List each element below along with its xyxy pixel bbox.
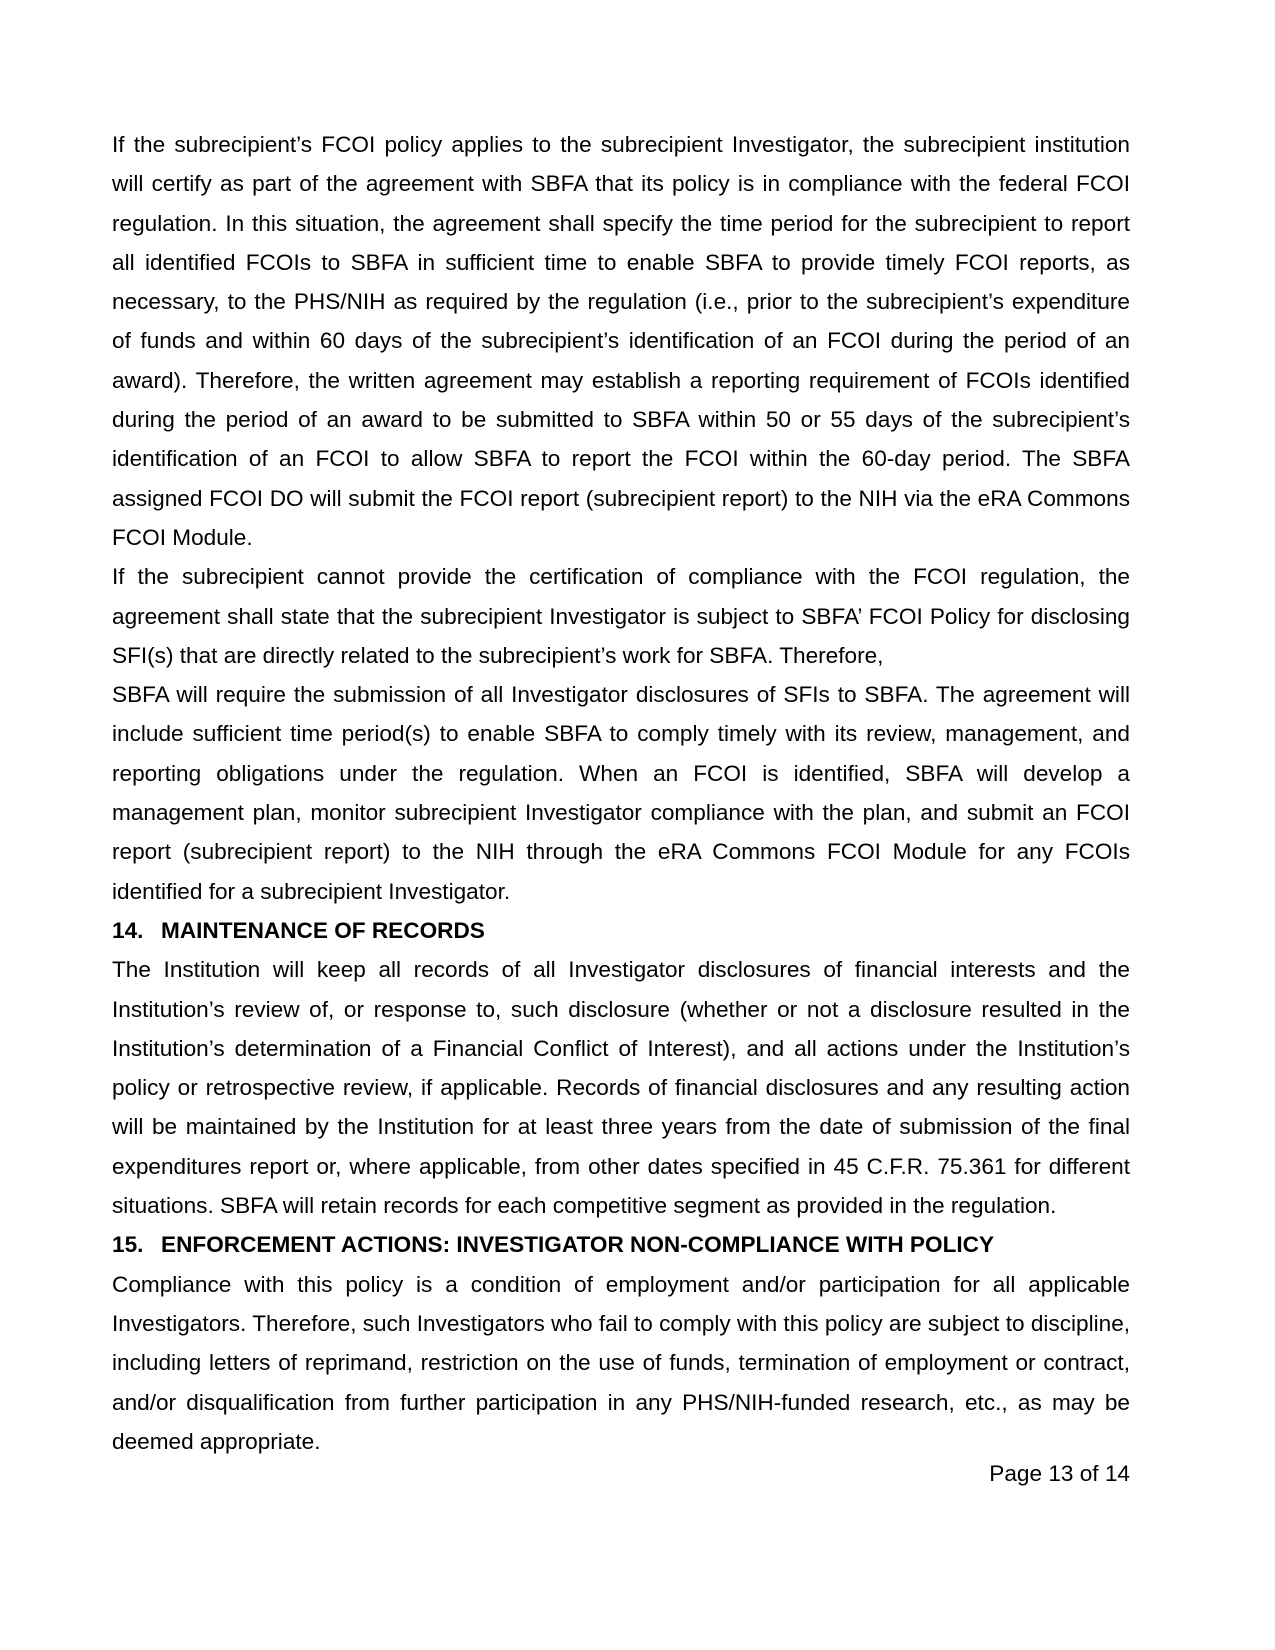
text-line: Institution’s review of, or response to, such disclosure (whether or not a disclosure resulted in the (112, 996, 1130, 1022)
text-line: award). Therefore, the written agreement may establish a reporting requirement of FCOIs identified (112, 367, 1130, 393)
text-line: will certify as part of the agreement with SBFA that its policy is in compliance with the federal FCOI (112, 171, 1130, 197)
text-line: situations. SBFA will retain records for each competitive segment as provided in the regulation. (112, 1193, 1057, 1219)
paragraph-subrecipient-no-certification (112, 557, 1130, 675)
text-line: Investigators. Therefore, such Investigators who fail to comply with this policy are subject to discipline, (112, 1310, 1131, 1336)
text-line: including letters of reprimand, restriction on the use of funds, termination of employment or contract, (112, 1350, 1130, 1376)
text-line: Compliance with this policy is a condition of employment and/or participation for all applicable (112, 1271, 1130, 1297)
text-line: FCOI Module. (112, 524, 253, 550)
text-line: If the subrecipient cannot provide the certification of compliance with the FCOI regulation, the (112, 564, 1130, 590)
text-line: If the subrecipient’s FCOI policy applies to the subrecipient Investigator, the subrecipient institution (112, 132, 1130, 157)
text-line: all identified FCOIs to SBFA in sufficient time to enable SBFA to provide timely FCOI reports, as (112, 249, 1130, 275)
text-line: Institution’s determination of a Financial Conflict of Interest), and all actions under the Institution’s (112, 1035, 1130, 1061)
text-line: include sufficient time period(s) to enable SBFA to comply timely with its review, management, and (112, 721, 1130, 747)
text-line: deemed appropriate. (112, 1428, 321, 1454)
paragraph-maintenance-of-records (112, 950, 1130, 1225)
text-line: will be maintained by the Institution for at least three years from the date of submission of the final (112, 1114, 1130, 1140)
text-line: and/or disqualification from further participation in any PHS/NIH-funded research, etc., as may be (112, 1389, 1130, 1415)
text-line: regulation. In this situation, the agreement shall specify the time period for the subrecipient to report (112, 210, 1130, 236)
text-line: identification of an FCOI to allow SBFA to report the FCOI within the 60-day period. The SBFA (112, 446, 1130, 472)
section-title: MAINTENANCE OF RECORDS (161, 917, 485, 943)
text-line: during the period of an award to be submitted to SBFA within 50 or 55 days of the subrecipient’s (112, 407, 1130, 433)
text-line: SBFA will require the submission of all Investigator disclosures of SFIs to SBFA. The agreement will (112, 682, 1130, 708)
text-line: agreement shall state that the subrecipient Investigator is subject to SBFA’ FCOI Policy for disclosing (112, 603, 1130, 629)
text-line: management plan, monitor subrecipient Investigator compliance with the plan, and submit an FCOI (112, 800, 1130, 826)
paragraph-enforcement-actions (112, 1265, 1130, 1461)
section-number: 15. (112, 1232, 144, 1258)
text-line: report (subrecipient report) to the NIH through the eRA Commons FCOI Module for any FCOIs (112, 839, 1130, 865)
paragraph-subrecipient-policy (112, 125, 1130, 557)
text-line: SFI(s) that are directly related to the subrecipient’s work for SBFA. Therefore, (112, 642, 884, 668)
text-line: policy or retrospective review, if applicable. Records of financial disclosures and any resulting action (112, 1075, 1130, 1101)
section-title: ENFORCEMENT ACTIONS: INVESTIGATOR NON-COMPLIANCE WITH POLICY (161, 1232, 995, 1258)
page-number-footer: Page 13 of 14 (989, 1461, 1130, 1486)
text-line: identified for a subrecipient Investigator. (112, 878, 511, 904)
paragraph-sbfa-requirements (112, 675, 1130, 911)
text-line: reporting obligations under the regulation. When an FCOI is identified, SBFA will develop a (112, 760, 1130, 786)
section-heading-15 (112, 1225, 1130, 1264)
text-line: of funds and within 60 days of the subrecipient’s identification of an FCOI during the period of an (112, 328, 1130, 354)
section-number: 14. (112, 917, 144, 943)
text-line: expenditures report or, where applicable, from other dates specified in 45 C.F.R. 75.361 for different (112, 1153, 1130, 1179)
text-line: assigned FCOI DO will submit the FCOI report (subrecipient report) to the NIH via the eRA Commons (112, 485, 1130, 511)
text-line: necessary, to the PHS/NIH as required by the regulation (i.e., prior to the subrecipient’s expenditure (112, 289, 1130, 315)
section-heading-14 (112, 911, 1130, 950)
text-line: The Institution will keep all records of all Investigator disclosures of financial interests and the (112, 957, 1130, 983)
document-body (112, 125, 1130, 1461)
